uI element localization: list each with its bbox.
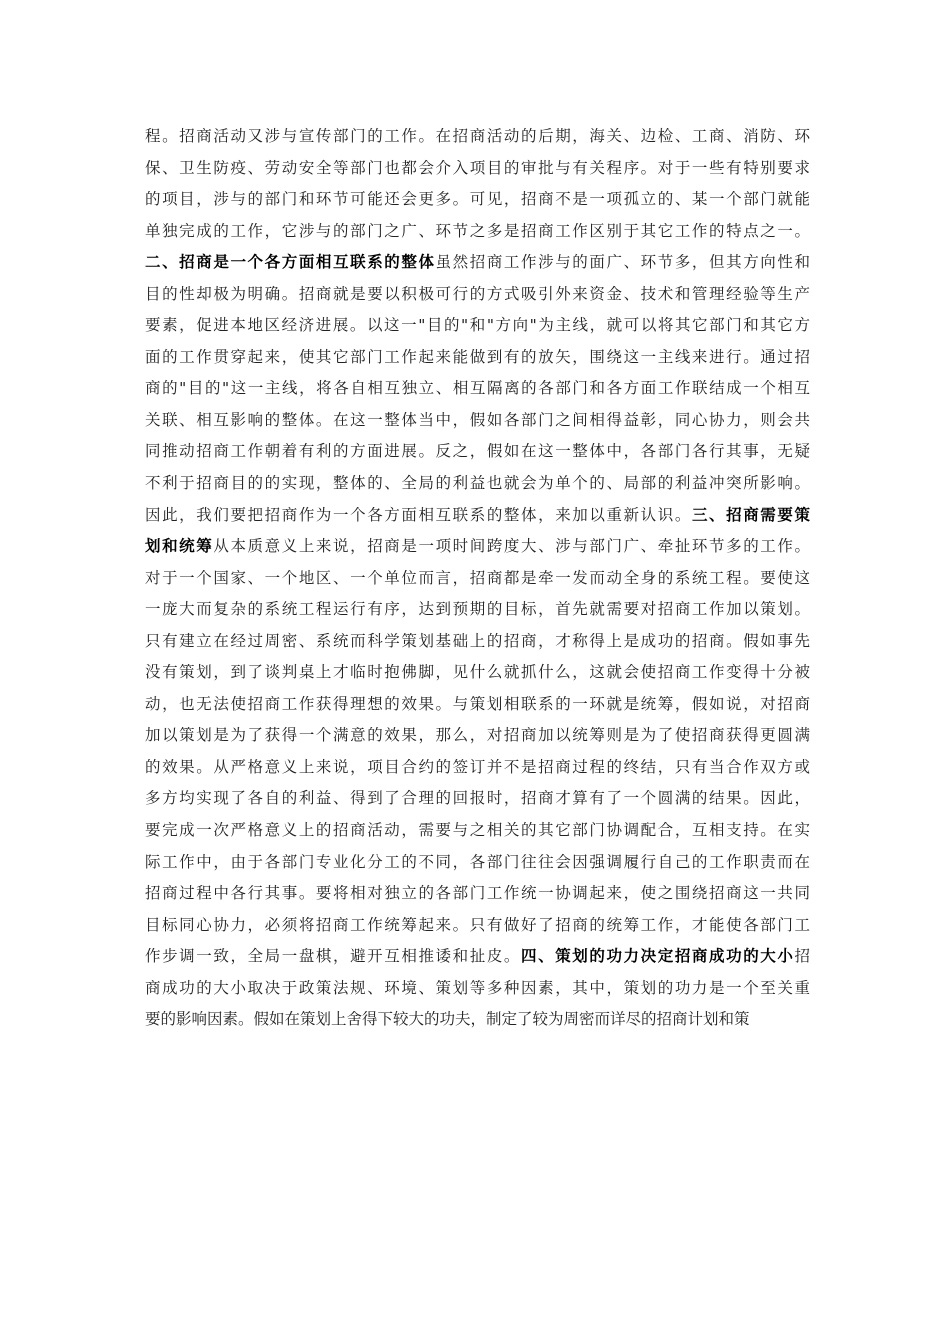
body-text: 虽然招商工作涉与的面广、环节多，但其方向性和 (435, 253, 810, 272)
text-line (145, 500, 810, 532)
body-text: 商成功的大小取决于政策法规、环境、策划等多种因素，其中，策划的功力是一个至关重 (145, 978, 810, 997)
body-text: 要的影响因素。假如在策划上舍得下较大的功夫，制定了较为周密而详尽的招商计划和策 (145, 1010, 750, 1029)
section-heading: 三、招商需要策 (691, 505, 810, 524)
text-line (145, 436, 810, 468)
text-line (145, 720, 810, 752)
body-text: 招商过程中各行其事。要将相对独立的各部门工作统一协调起来，使之围绕招商这一共同 (145, 884, 810, 903)
text-line (145, 563, 810, 595)
text-line (145, 1004, 810, 1036)
text-line (145, 910, 810, 942)
body-text: 因此，我们要把招商作为一个各方面相互联系的整体，来加以重新认识。 (145, 505, 692, 524)
body-text: 要素，促进本地区经济进展。以这一"目的"和"方向"为主线，就可以将其它部门和其它方 (145, 316, 810, 335)
body-text: 不利于招商目的的实现，整体的、全局的利益也就会为单个的、局部的利益冲突所影响。 (145, 474, 810, 493)
body-text: 作步调一致，全局一盘棋，避开互相推诿和扯皮。 (145, 947, 522, 966)
text-line (145, 153, 810, 185)
body-text: 一庞大而复杂的系统工程运行有序，达到预期的目标，首先就需要对招商工作加以策划。 (145, 600, 810, 619)
section-heading: 四、策划的功力决定招商成功的大小 (521, 947, 795, 966)
body-text: 对于一个国家、一个地区、一个单位而言，招商都是牵一发而动全身的系统工程。要使这 (145, 568, 810, 587)
text-line (145, 373, 810, 405)
text-line (145, 216, 810, 248)
text-line (145, 531, 810, 563)
body-text: 同推动招商工作朝着有利的方面进展。反之，假如在这一整体中，各部门各行其事，无疑 (145, 442, 810, 461)
body-text: 要完成一次严格意义上的招商活动，需要与之相关的其它部门协调配合，互相支持。在实 (145, 821, 810, 840)
body-text: 目标同心协力，必须将招商工作统筹起来。只有做好了招商的统筹工作，才能使各部门工 (145, 915, 810, 934)
body-text: 面的工作贯穿起来，使其它部门工作起来能做到有的放矢，围绕这一主线来进行。通过招 (145, 347, 810, 366)
body-text: 的项目，涉与的部门和环节可能还会更多。可见，招商不是一项孤立的、某一个部门就能 (145, 190, 810, 209)
text-line (145, 405, 810, 437)
text-line (145, 847, 810, 879)
text-line (145, 626, 810, 658)
body-text: 际工作中，由于各部门专业化分工的不同，各部门往往会因强调履行自己的工作职责而在 (145, 852, 810, 871)
body-text: 加以策划是为了获得一个满意的效果，那么，对招商加以统筹则是为了使招商获得更圆满 (145, 726, 810, 745)
section-heading: 划和统筹 (145, 537, 214, 556)
body-text: 多方均实现了各自的利益、得到了合理的回报时，招商才算有了一个圆满的结果。因此， (145, 789, 810, 808)
text-line (145, 594, 810, 626)
body-text: 目的性却极为明确。招商就是要以积极可行的方式吸引外来资金、技术和管理经验等生产 (145, 284, 810, 303)
text-line (145, 657, 810, 689)
text-line (145, 184, 810, 216)
body-text: 程。招商活动又涉与宣传部门的工作。在招商活动的后期，海关、边检、工商、消防、环 (145, 127, 810, 145)
text-line (145, 941, 810, 973)
body-text: 从本质意义上来说，招商是一项时间跨度大、涉与部门广、牵扯环节多的工作。 (213, 537, 810, 556)
body-text: 单独完成的工作，它涉与的部门之广、环节之多是招商工作区别于其它工作的特点之一。 (145, 221, 810, 240)
body-text: 保、卫生防疫、劳动安全等部门也都会介入项目的审批与有关程序。对于一些有特别要求 (145, 158, 810, 177)
section-heading: 二、招商是一个各方面相互联系的整体 (145, 253, 436, 272)
body-text: 没有策划，到了谈判桌上才临时抱佛脚，见什么就抓什么，这就会使招商工作变得十分被 (145, 663, 810, 682)
text-line (145, 973, 810, 1005)
text-line (145, 468, 810, 500)
body-text: 商的"目的"这一主线，将各自相互独立、相互隔离的各部门和各方面工作联结成一个相互 (145, 379, 810, 398)
document-body (145, 121, 810, 1036)
text-line (145, 121, 810, 153)
body-text: 动，也无法使招商工作获得理想的效果。与策划相联系的一环就是统筹，假如说，对招商 (145, 694, 810, 713)
body-text: 只有建立在经过周密、系统而科学策划基础上的招商，才称得上是成功的招商。假如事先 (145, 631, 810, 650)
body-text: 的效果。从严格意义上来说，项目合约的签订并不是招商过程的终结，只有当合作双方或 (145, 757, 810, 776)
text-line (145, 247, 810, 279)
body-text: 关联、相互影响的整体。在这一整体当中，假如各部门之间相得益彰，同心协力，则会共 (145, 410, 810, 429)
text-line (145, 342, 810, 374)
text-line (145, 878, 810, 910)
text-line (145, 689, 810, 721)
text-line (145, 815, 810, 847)
text-line (145, 310, 810, 342)
body-text: 招 (794, 947, 810, 966)
text-line (145, 752, 810, 784)
text-line (145, 279, 810, 311)
text-line (145, 783, 810, 815)
